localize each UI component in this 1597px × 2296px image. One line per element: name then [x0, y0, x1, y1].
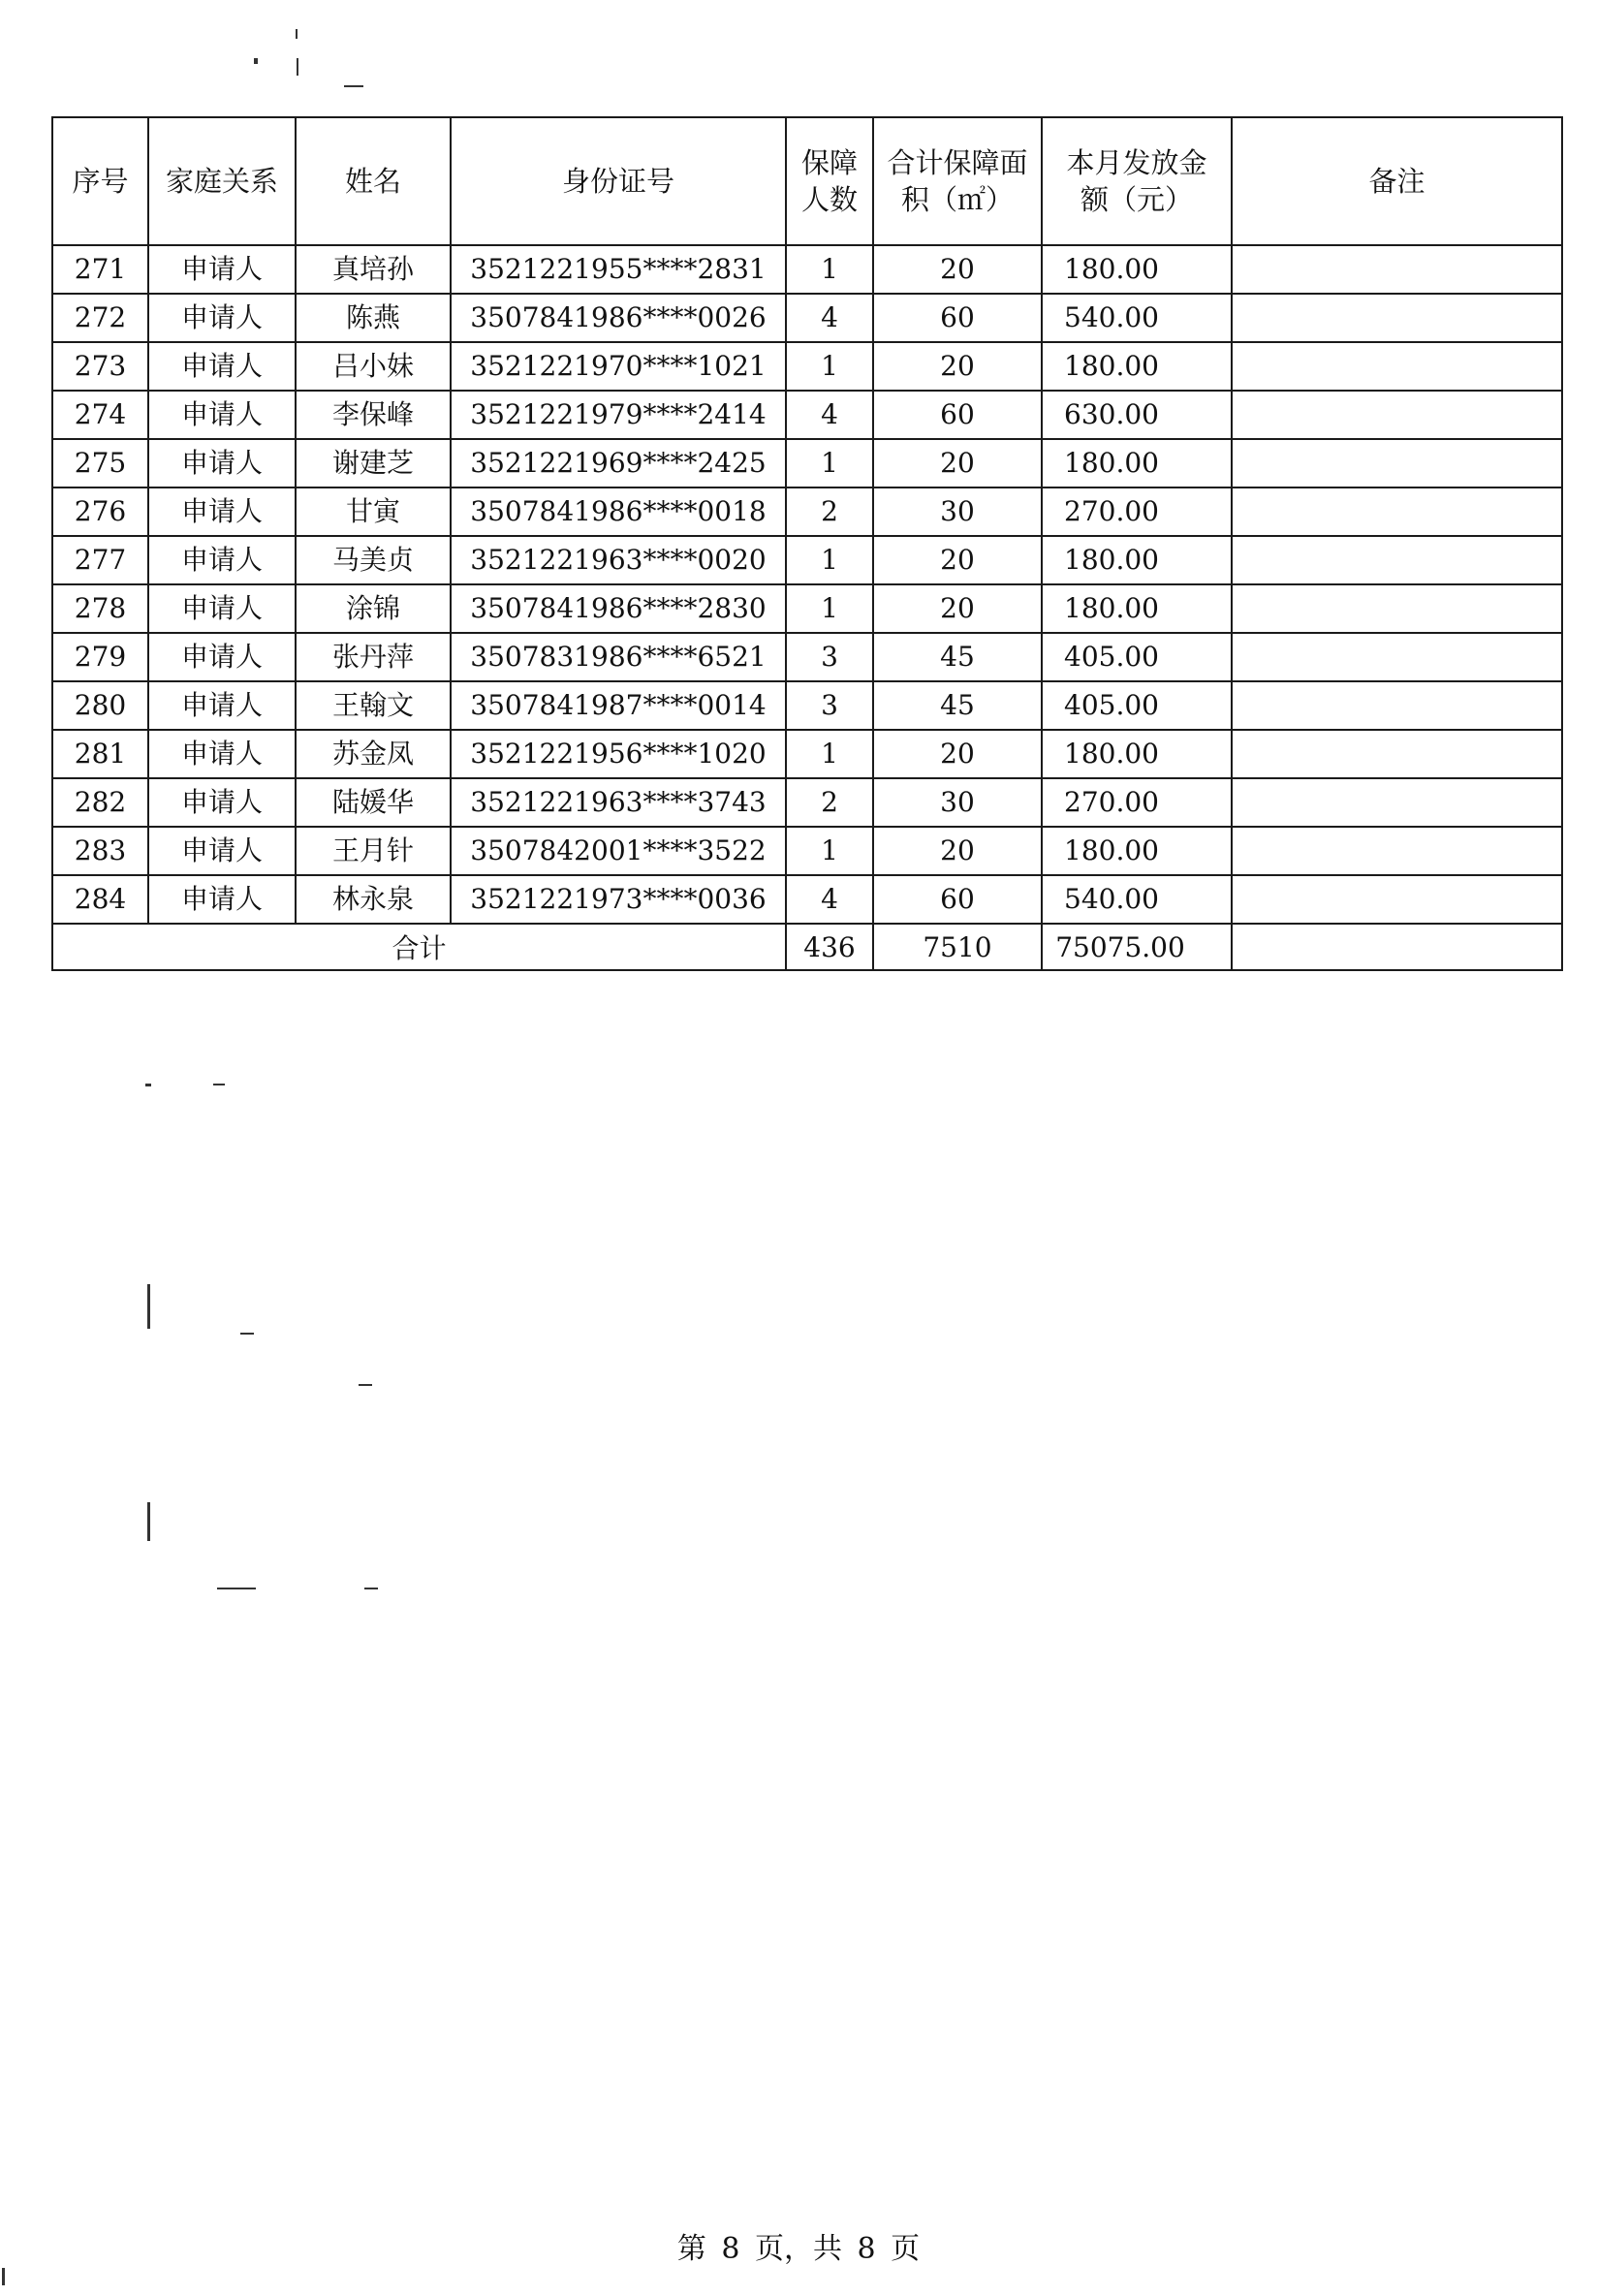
cell-id-number: 3507841986****0026 [451, 294, 786, 342]
table-row [52, 827, 1562, 875]
table-row [52, 730, 1562, 778]
cell-relation: 申请人 [148, 681, 296, 730]
cell-name: 甘寅 [296, 488, 451, 536]
cell-name: 李保峰 [296, 391, 451, 439]
scan-artifact [359, 1384, 372, 1386]
cell-name: 王翰文 [296, 681, 451, 730]
cell-area: 30 [873, 488, 1042, 536]
cell-id-number: 3521221970****1021 [451, 342, 786, 391]
cell-persons: 2 [786, 488, 873, 536]
header-row [52, 117, 1562, 245]
scan-artifact [145, 1084, 151, 1086]
cell-seq: 272 [52, 294, 148, 342]
cell-amount: 180.00 [1042, 245, 1232, 294]
cell-amount: 405.00 [1042, 633, 1232, 681]
cell-seq: 278 [52, 584, 148, 633]
cell-id-number: 3507841986****0018 [451, 488, 786, 536]
cell-remark [1232, 294, 1562, 342]
cell-persons: 1 [786, 439, 873, 488]
cell-seq: 279 [52, 633, 148, 681]
scan-artifact [213, 1084, 225, 1085]
cell-remark [1232, 342, 1562, 391]
cell-area: 20 [873, 342, 1042, 391]
cell-amount: 540.00 [1042, 294, 1232, 342]
cell-name: 王月针 [296, 827, 451, 875]
table-row [52, 294, 1562, 342]
cell-persons: 1 [786, 730, 873, 778]
header-id-number: 身份证号 [451, 117, 786, 245]
cell-seq: 275 [52, 439, 148, 488]
scan-artifact [296, 29, 297, 39]
scan-artifact [364, 1588, 378, 1589]
header-area: 合计保障面积（㎡） [873, 117, 1042, 245]
cell-amount: 180.00 [1042, 342, 1232, 391]
scan-artifact [2, 2268, 5, 2285]
table-row [52, 536, 1562, 584]
cell-id-number: 3521221979****2414 [451, 391, 786, 439]
table-row [52, 681, 1562, 730]
table-row [52, 875, 1562, 924]
table-row [52, 488, 1562, 536]
page-number-footer: 第 8 页，共 8 页 [676, 2232, 921, 2266]
cell-remark [1232, 391, 1562, 439]
cell-id-number: 3521221963****0020 [451, 536, 786, 584]
cell-seq: 277 [52, 536, 148, 584]
cell-remark [1232, 439, 1562, 488]
header-remark: 备注 [1232, 117, 1562, 245]
scan-artifact [217, 1588, 256, 1589]
cell-area: 60 [873, 391, 1042, 439]
cell-amount: 630.00 [1042, 391, 1232, 439]
cell-name: 陆媛华 [296, 778, 451, 827]
cell-relation: 申请人 [148, 536, 296, 584]
cell-persons: 2 [786, 778, 873, 827]
cell-seq: 280 [52, 681, 148, 730]
cell-relation: 申请人 [148, 391, 296, 439]
cell-seq: 271 [52, 245, 148, 294]
cell-persons: 4 [786, 294, 873, 342]
cell-remark [1232, 488, 1562, 536]
cell-area: 60 [873, 875, 1042, 924]
cell-id-number: 3521221956****1020 [451, 730, 786, 778]
cell-name: 谢建芝 [296, 439, 451, 488]
total-label: 合计 [52, 924, 786, 970]
cell-area: 20 [873, 536, 1042, 584]
cell-name: 张丹萍 [296, 633, 451, 681]
cell-area: 20 [873, 584, 1042, 633]
table-row [52, 245, 1562, 294]
cell-remark [1232, 778, 1562, 827]
scan-artifact [147, 1284, 150, 1329]
cell-persons: 3 [786, 633, 873, 681]
cell-remark [1232, 730, 1562, 778]
total-remark [1232, 924, 1562, 970]
cell-id-number: 3521221963****3743 [451, 778, 786, 827]
cell-relation: 申请人 [148, 439, 296, 488]
cell-relation: 申请人 [148, 245, 296, 294]
cell-amount: 405.00 [1042, 681, 1232, 730]
cell-area: 45 [873, 681, 1042, 730]
cell-seq: 273 [52, 342, 148, 391]
cell-area: 20 [873, 730, 1042, 778]
cell-area: 30 [873, 778, 1042, 827]
subsidy-roster-table [51, 116, 1563, 971]
cell-remark [1232, 875, 1562, 924]
cell-area: 20 [873, 245, 1042, 294]
table-body [52, 245, 1562, 924]
cell-name: 苏金凤 [296, 730, 451, 778]
scan-artifact [254, 58, 258, 64]
table-row [52, 439, 1562, 488]
cell-relation: 申请人 [148, 488, 296, 536]
cell-relation: 申请人 [148, 294, 296, 342]
scan-artifact [240, 1333, 254, 1335]
table-row [52, 778, 1562, 827]
scan-artifact [297, 58, 298, 76]
cell-remark [1232, 584, 1562, 633]
cell-relation: 申请人 [148, 778, 296, 827]
cell-id-number: 3521221955****2831 [451, 245, 786, 294]
cell-name: 林永泉 [296, 875, 451, 924]
cell-area: 45 [873, 633, 1042, 681]
cell-seq: 281 [52, 730, 148, 778]
cell-amount: 180.00 [1042, 536, 1232, 584]
cell-seq: 283 [52, 827, 148, 875]
cell-amount: 180.00 [1042, 584, 1232, 633]
cell-persons: 1 [786, 584, 873, 633]
cell-persons: 1 [786, 536, 873, 584]
cell-persons: 1 [786, 245, 873, 294]
cell-id-number: 3521221969****2425 [451, 439, 786, 488]
cell-persons: 4 [786, 391, 873, 439]
cell-name: 涂锦 [296, 584, 451, 633]
table-footer [52, 924, 1562, 970]
header-amount: 本月发放金额（元） [1042, 117, 1232, 245]
header-persons: 保障人数 [786, 117, 873, 245]
cell-id-number: 3507831986****6521 [451, 633, 786, 681]
cell-amount: 270.00 [1042, 488, 1232, 536]
header-relation: 家庭关系 [148, 117, 296, 245]
scan-artifact [147, 1502, 150, 1541]
cell-name: 真培孙 [296, 245, 451, 294]
cell-relation: 申请人 [148, 730, 296, 778]
cell-amount: 180.00 [1042, 439, 1232, 488]
total-row [52, 924, 1562, 970]
cell-persons: 1 [786, 827, 873, 875]
cell-seq: 284 [52, 875, 148, 924]
cell-remark [1232, 681, 1562, 730]
cell-id-number: 3521221973****0036 [451, 875, 786, 924]
cell-id-number: 3507842001****3522 [451, 827, 786, 875]
cell-persons: 4 [786, 875, 873, 924]
cell-area: 20 [873, 439, 1042, 488]
cell-name: 吕小妹 [296, 342, 451, 391]
cell-amount: 180.00 [1042, 827, 1232, 875]
cell-id-number: 3507841987****0014 [451, 681, 786, 730]
cell-id-number: 3507841986****2830 [451, 584, 786, 633]
cell-amount: 540.00 [1042, 875, 1232, 924]
table-header [52, 117, 1562, 245]
total-persons: 436 [786, 924, 873, 970]
scan-artifact [344, 85, 363, 87]
cell-seq: 282 [52, 778, 148, 827]
cell-area: 20 [873, 827, 1042, 875]
header-name: 姓名 [296, 117, 451, 245]
table-row [52, 633, 1562, 681]
cell-amount: 180.00 [1042, 730, 1232, 778]
cell-remark [1232, 633, 1562, 681]
cell-area: 60 [873, 294, 1042, 342]
cell-amount: 270.00 [1042, 778, 1232, 827]
cell-relation: 申请人 [148, 875, 296, 924]
cell-relation: 申请人 [148, 342, 296, 391]
table-row [52, 391, 1562, 439]
cell-name: 马美贞 [296, 536, 451, 584]
cell-remark [1232, 536, 1562, 584]
cell-remark [1232, 827, 1562, 875]
cell-name: 陈燕 [296, 294, 451, 342]
table-row [52, 584, 1562, 633]
cell-relation: 申请人 [148, 584, 296, 633]
cell-seq: 276 [52, 488, 148, 536]
cell-persons: 3 [786, 681, 873, 730]
cell-remark [1232, 245, 1562, 294]
total-amount: 75075.00 [1042, 924, 1232, 970]
total-area: 7510 [873, 924, 1042, 970]
header-seq: 序号 [52, 117, 148, 245]
table-row [52, 342, 1562, 391]
cell-persons: 1 [786, 342, 873, 391]
cell-relation: 申请人 [148, 633, 296, 681]
cell-seq: 274 [52, 391, 148, 439]
cell-relation: 申请人 [148, 827, 296, 875]
